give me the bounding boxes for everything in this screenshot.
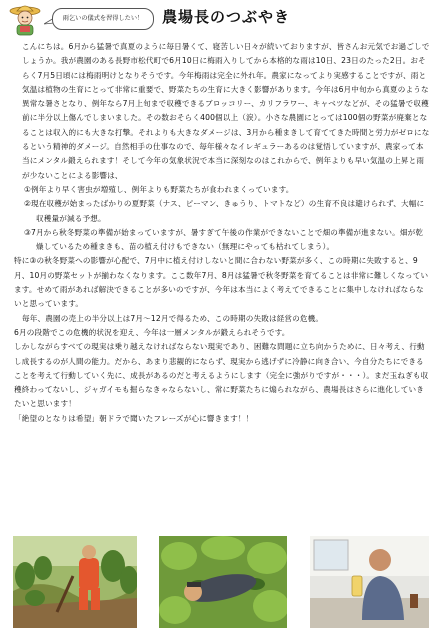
list-item-3: ③7月から秋冬野菜の準備が始まっていますが、暑すぎて午後の作業ができないことで畑の準備が進まない。畑が乾燥しているため種まきも、苗の植え付けもできない（無理にやっても枯れてしまう）。 <box>24 227 424 252</box>
photo-strip <box>13 536 429 628</box>
speech-bubble: 雨乞いの儀式を習得したい！ <box>52 8 154 30</box>
photo-harvesting <box>13 536 137 628</box>
farmer-mascot-icon <box>8 2 42 36</box>
article-body <box>14 40 430 426</box>
paragraph-sales: 毎年、農園の売上の半分以上は7月～12月で得るため、この時期の失敗は経営の危機。 <box>22 313 324 323</box>
paragraph-outlook: しかしながらすべての現実は乗り越えなければならない現実であり、困難な問題に立ち向かうために、日々考え、行動し成長するのが人間の能力。だから、あまり悲観的にならず、現実から逃げずに冷静に向き合い、今自分たちにできることを考えて行動していく先に、成長があるのだと考えるようにします（完全に強がりですが・・・）。まだ玉ねぎも収穫終わってないし、ジャガイモも掘らなきゃならないし、常に野菜たちに煽られながら、農場長はさらに進化していきたいと思います！ <box>14 342 429 409</box>
paragraph-impact: 特に③の秋冬野菜への影響が心配で、7月中に植え付けしないと間に合わない野菜が多く、この時期に失敗すると、9月、10月の野菜セットが揃わなくなります。ここ数年7月、8月は猛暑で秋冬野菜を育てることは非常に難しくなっています。せめて雨があれば解決できることが多いのですが、今年は本当によく考えてできることに集中しなければならないと思っています。 <box>14 256 429 309</box>
photo-drinking-break <box>310 536 429 628</box>
paragraph-closing: 「絶望のとなりは希望」朝ドラで聞いたフレーズが心に響きます！！ <box>14 413 254 423</box>
header <box>0 0 441 38</box>
page-title: 農場長のつぶやき <box>162 8 291 26</box>
photo-resting-in-field <box>159 536 287 628</box>
paragraph-intro: こんにちは。6月から猛暑で真夏のように毎日暑くて、寝苦しい日々が続いておりますが、皆さんお元気でお過ごしでしょうか。我が農園のある長野市松代町で6月10日に梅雨入りしてから本格的な雨は10日、23日のたった2日。おそらく7月5日頃には梅雨明けとなりそうです。今年梅雨は完全に外れ年。農家になってより実感することですが、雨と気温は植物の生育にとって非常に重要で、野菜たちの生育に大きく影響があります。今年は6月中旬から真夏のような異常な暑さとなり、例年なら7月上旬まで収穫できるブロッコリー、カリフラワー、キャベツなどが、その猛暑で収穫前に半分以上傷んでしまいました。その数おそらく400個以上（涙）。小さな農園にとっては100個の野菜が廃棄となることは収入的にも大きな打撃。それよりも大きなダメージは、3月から種まきして育ててきた時間と労力がゼロになるという精神的ダメージ。自然相手の仕事なので、毎年様々なイレギュラーあるのは覚悟していますが、農家って本当にメンタル鍛えられます！そして今年の気象状況で本当に深刻なのはこれからで、例年よりも早い気温の上昇と雨が少ないことによる影響は、 <box>22 42 430 180</box>
list-item-2: ②現在収穫が始まったばかりの夏野菜（ナス、ピーマン、きゅうり、トマトなど）の生育不良は避けられず、大幅に収穫量が減る予想。 <box>24 199 425 223</box>
list-item-1: ①例年より早く害虫が増殖し、例年よりも野菜たちが食われまくっています。 <box>24 184 294 194</box>
paragraph-crisis: 6月の段階でこの危機的状況を迎え、今年は一層メンタルが鍛えられそうです。 <box>14 327 290 337</box>
